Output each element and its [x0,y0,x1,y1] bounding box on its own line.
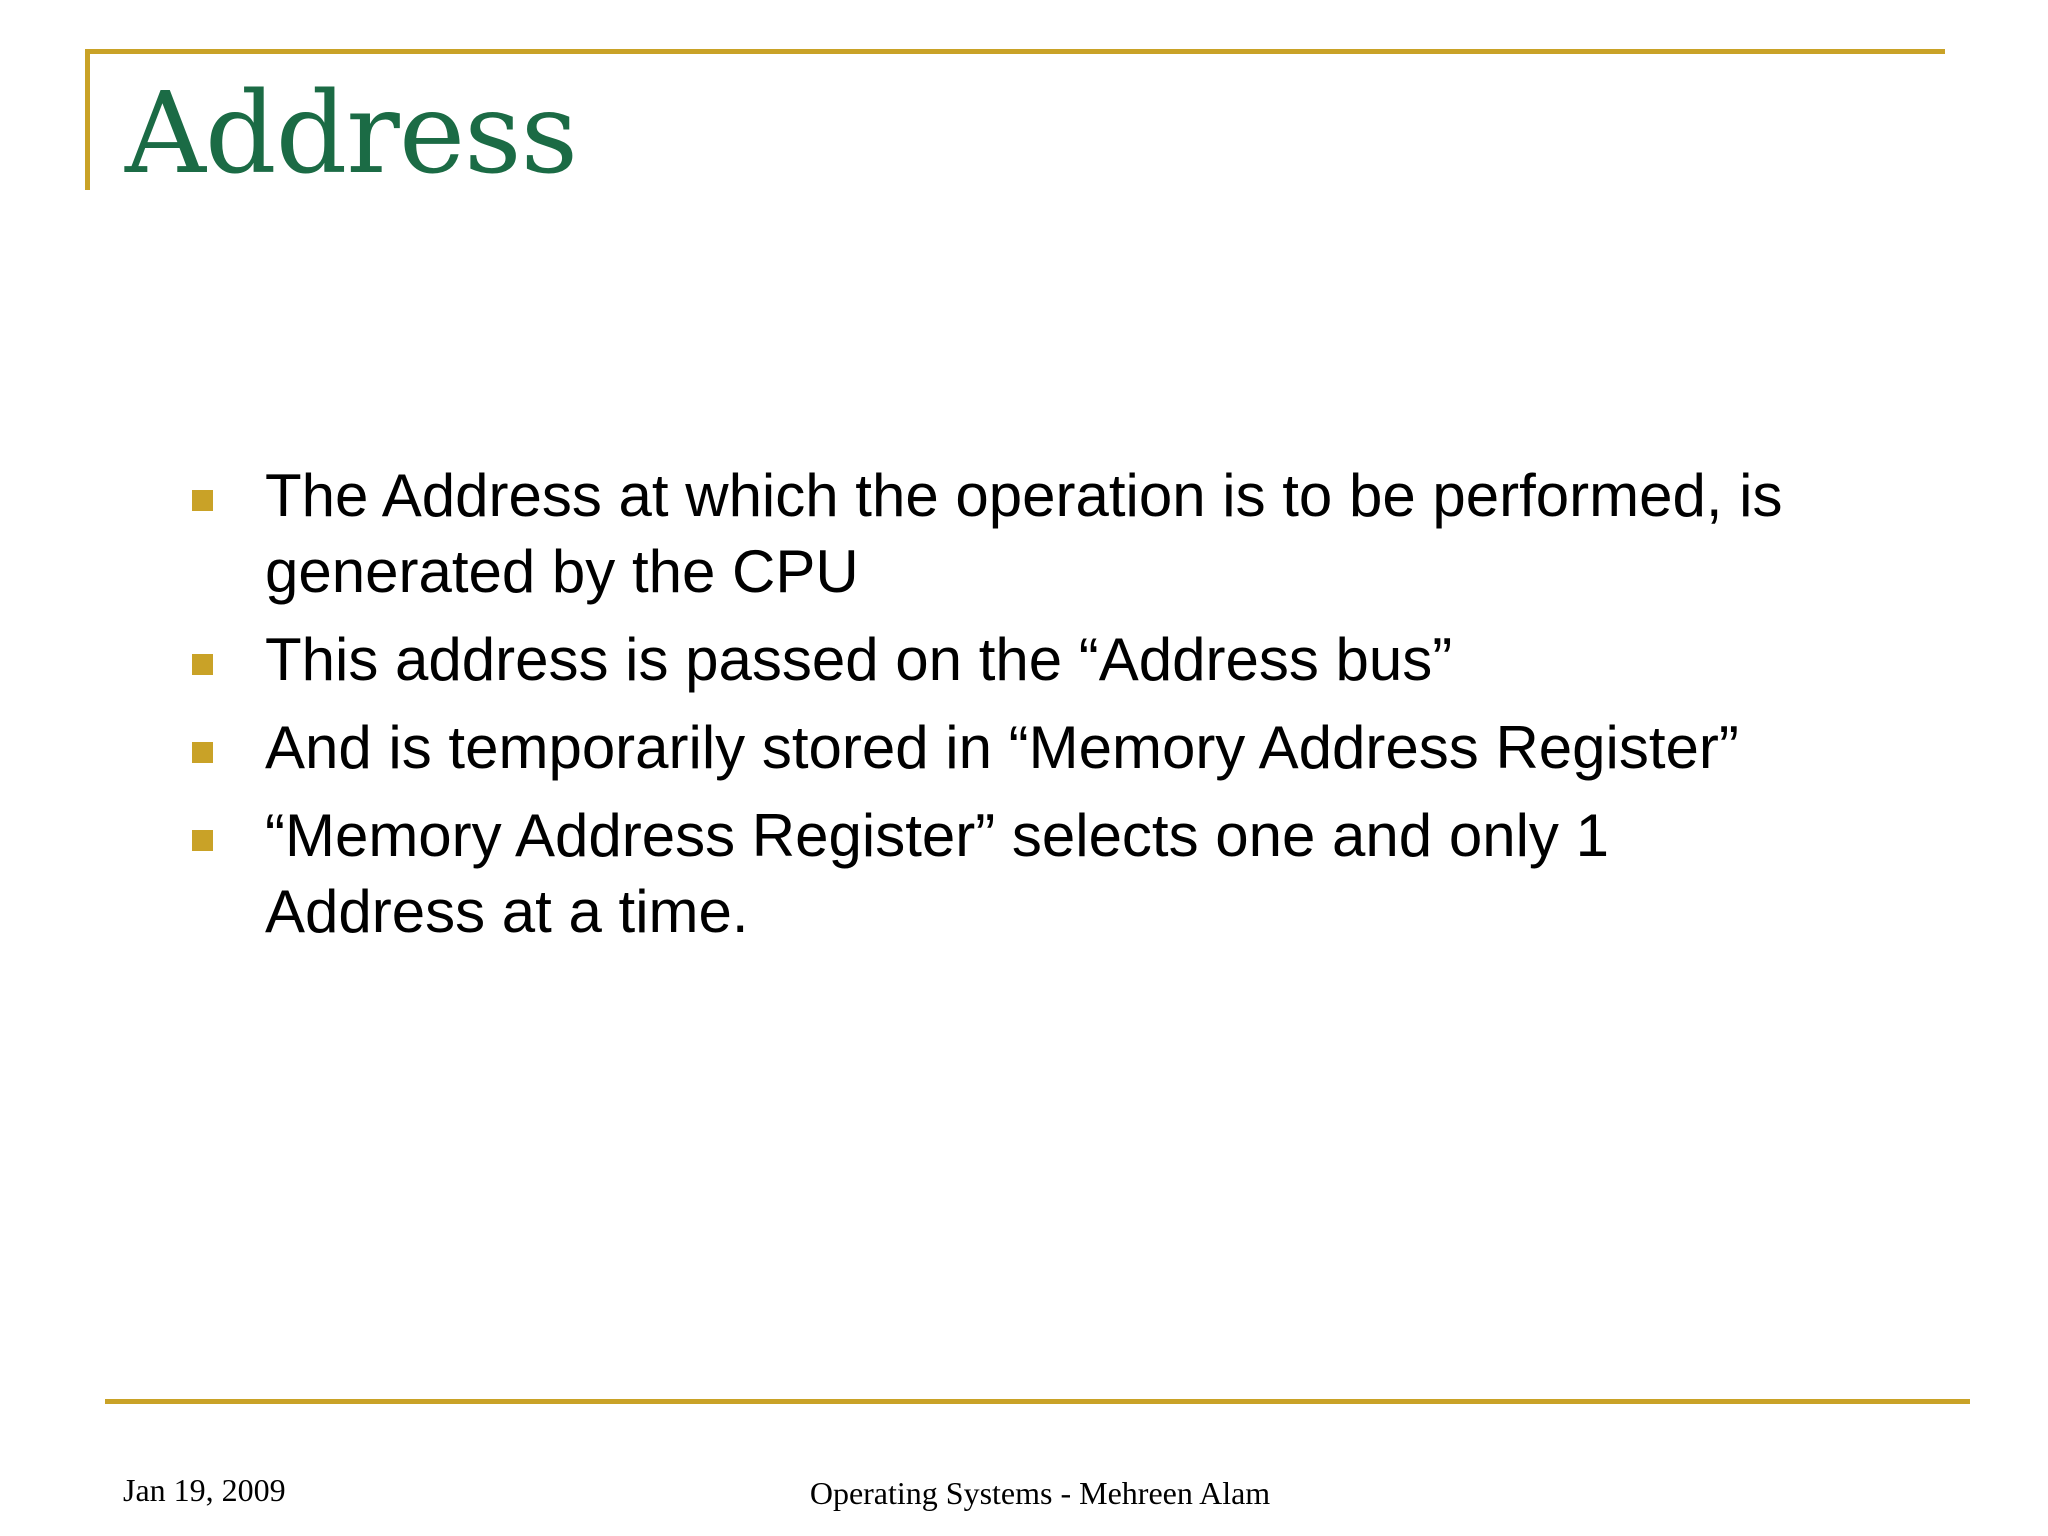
bullet-text: This address is passed on the “Address bus” [265,626,1453,693]
bullet-text: And is temporarily stored in “Memory Address Register” [265,714,1739,781]
bullet-text: The Address at which the operation is to be performed, is generated by the CPU [265,462,1783,605]
square-bullet-icon [192,830,213,851]
square-bullet-icon [192,742,213,763]
footer-title: Operating Systems - Mehreen Alam [809,1475,1271,1511]
bullet-item [190,458,1830,610]
bullet-item [190,710,1830,786]
bullet-item [190,798,1830,950]
bullet-text: “Memory Address Register” selects one and only 1 Address at a time. [265,802,1609,945]
bullet-list [190,458,1830,962]
footer-date: Jan 19, 2009 [123,1472,286,1508]
square-bullet-icon [192,654,213,675]
bullet-item [190,622,1830,698]
top-rule-divider [85,49,1945,54]
square-bullet-icon [192,490,213,511]
left-rule-divider [85,49,90,190]
slide-title: Address [125,69,578,199]
footer-divider [105,1399,1970,1404]
